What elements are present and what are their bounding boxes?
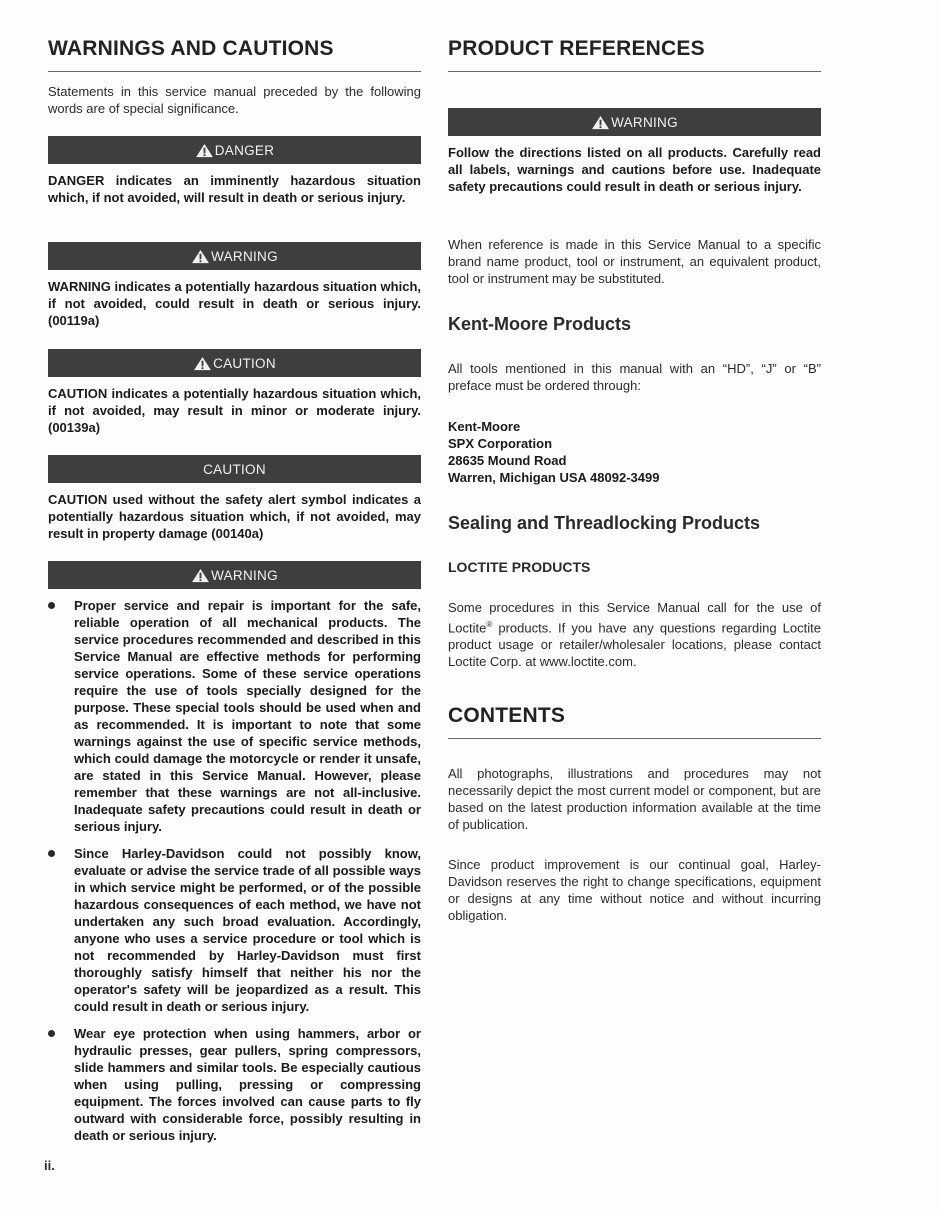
product-warning-text: Follow the directions listed on all products. Carefully read all labels, warnings and cautions before use. Inadequate safety precautions could result in death or serious injury. — [448, 145, 821, 194]
contents-rule — [448, 738, 821, 739]
page-number: ii. — [44, 1158, 55, 1173]
caution-symbol-text: CAUTION indicates a potentially hazardous situation which, if not avoided, may result in minor or moderate injury. (00139a) — [48, 386, 421, 435]
address-line: Warren, Michigan USA 48092-3499 — [448, 470, 660, 485]
product-warning-banner — [448, 108, 821, 136]
bullet-text: Since Harley-Davidson could not possibly know, evaluate or advise the service trade of all possible ways in which service might be performed, or of the possible hazardous consequences of each method, we have not undertaken any such broad evaluation. Accordingly, anyone who uses a service procedure or tool which is not recommended by Harley-Davidson must first thoroughly satisfy himself that neither his nor the operator's safety will be jeopardized as a result. This could result in death or serious injury. — [74, 846, 421, 1014]
address-line: SPX Corporation — [448, 436, 553, 451]
caution-plain-label: CAUTION — [203, 461, 266, 477]
registered-mark: ® — [486, 620, 493, 629]
caution-plain-banner — [48, 455, 421, 483]
bullet-icon — [48, 850, 55, 857]
caution-label: CAUTION — [213, 355, 276, 371]
address-line: 28635 Mound Road — [448, 453, 567, 468]
alert-triangle-icon — [193, 356, 212, 371]
sealing-heading: Sealing and Threadlocking Products — [448, 513, 761, 533]
loctite-text-start: Some procedures in this Service Manual call for the use of Loctite — [448, 600, 821, 636]
danger-text: DANGER indicates an imminently hazardous situation which, if not avoided, will result in death or serious injury. — [48, 173, 421, 205]
kent-moore-address — [448, 418, 821, 486]
warning-bullet-list — [48, 597, 421, 1154]
warning-label: WARNING — [211, 248, 278, 264]
bullet-text: Proper service and repair is important for the safe, reliable operation of all mechanical products. The service procedures recommended and described in this Service Manual are effective methods for performing service operations. Some of these service operations require the use of tools specially designed for the purpose. These special tools should be used when and as recommended. It is important to note that some warnings against the use of specific service methods, which could damage the motorcycle or render it unsafe, are stated in this Service Manual. However, please remember that these warnings are not all-inclusive. Inadequate safety precautions could result in death or serious injury. — [74, 598, 421, 834]
alert-triangle-icon — [191, 249, 210, 264]
list-item — [48, 597, 421, 835]
product-references-title: PRODUCT REFERENCES — [448, 37, 705, 60]
product-warning-label: WARNING — [611, 114, 678, 130]
kent-moore-heading: Kent-Moore Products — [448, 314, 632, 334]
danger-banner — [48, 136, 421, 164]
contents-title: CONTENTS — [448, 704, 566, 727]
loctite-subheading: LOCTITE PRODUCTS — [448, 559, 591, 575]
bullet-text: Wear eye protection when using hammers, arbor or hydraulic presses, gear pullers, spring compressors, slide hammers and similar tools. Be especially cautious when using pulling, pressing or compressing equipment. The forces involved can cause parts to fly outward with considerable force, possibly resulting in death or serious injury. — [74, 1026, 421, 1143]
caution-plain-text: CAUTION used without the safety alert symbol indicates a potentially hazardous situation which, if not avoided, may result in property damage (00140a) — [48, 492, 421, 541]
danger-label: DANGER — [214, 142, 275, 158]
kent-moore-text: All tools mentioned in this manual with an “HD”, “J” or “B” preface must be ordered through: — [448, 361, 821, 393]
title-rule — [448, 71, 821, 72]
bullet-icon — [48, 1030, 55, 1037]
list-item — [48, 845, 421, 1015]
bullet-icon — [48, 602, 55, 609]
reference-text: When reference is made in this Service Manual to a specific brand name product, tool or instrument, an equivalent product, tool or instrument may be substituted. — [448, 237, 821, 286]
alert-triangle-icon — [591, 115, 610, 130]
loctite-text-end: products. If you have any questions regarding Loctite product usage or retailer/wholesaler locations, please contact Loctite Corp. at www.loctite.com. — [448, 620, 821, 670]
warning-block-banner — [48, 561, 421, 589]
address-line: Kent-Moore — [448, 419, 521, 434]
list-item — [48, 1025, 421, 1144]
loctite-text — [448, 599, 821, 670]
warning-block-label: WARNING — [211, 567, 278, 583]
warnings-and-cautions-title: WARNINGS AND CAUTIONS — [48, 37, 334, 60]
alert-triangle-icon — [191, 568, 210, 583]
title-rule — [48, 71, 421, 72]
warning-banner — [48, 242, 421, 270]
alert-triangle-icon — [195, 143, 214, 158]
intro-text: Statements in this service manual preceded by the following words are of special significance. — [48, 84, 421, 116]
caution-symbol-banner — [48, 349, 421, 377]
warning-text: WARNING indicates a potentially hazardous situation which, if not avoided, could result in death or serious injury. (00119a) — [48, 279, 421, 328]
contents-para-1: All photographs, illustrations and procedures may not necessarily depict the most current model or component, but are based on the latest production information available at the time of publication. — [448, 766, 821, 832]
contents-para-2: Since product improvement is our continual goal, Harley-Davidson reserves the right to change specifications, equipment or designs at any time without notice and without incurring obligation. — [448, 857, 821, 923]
